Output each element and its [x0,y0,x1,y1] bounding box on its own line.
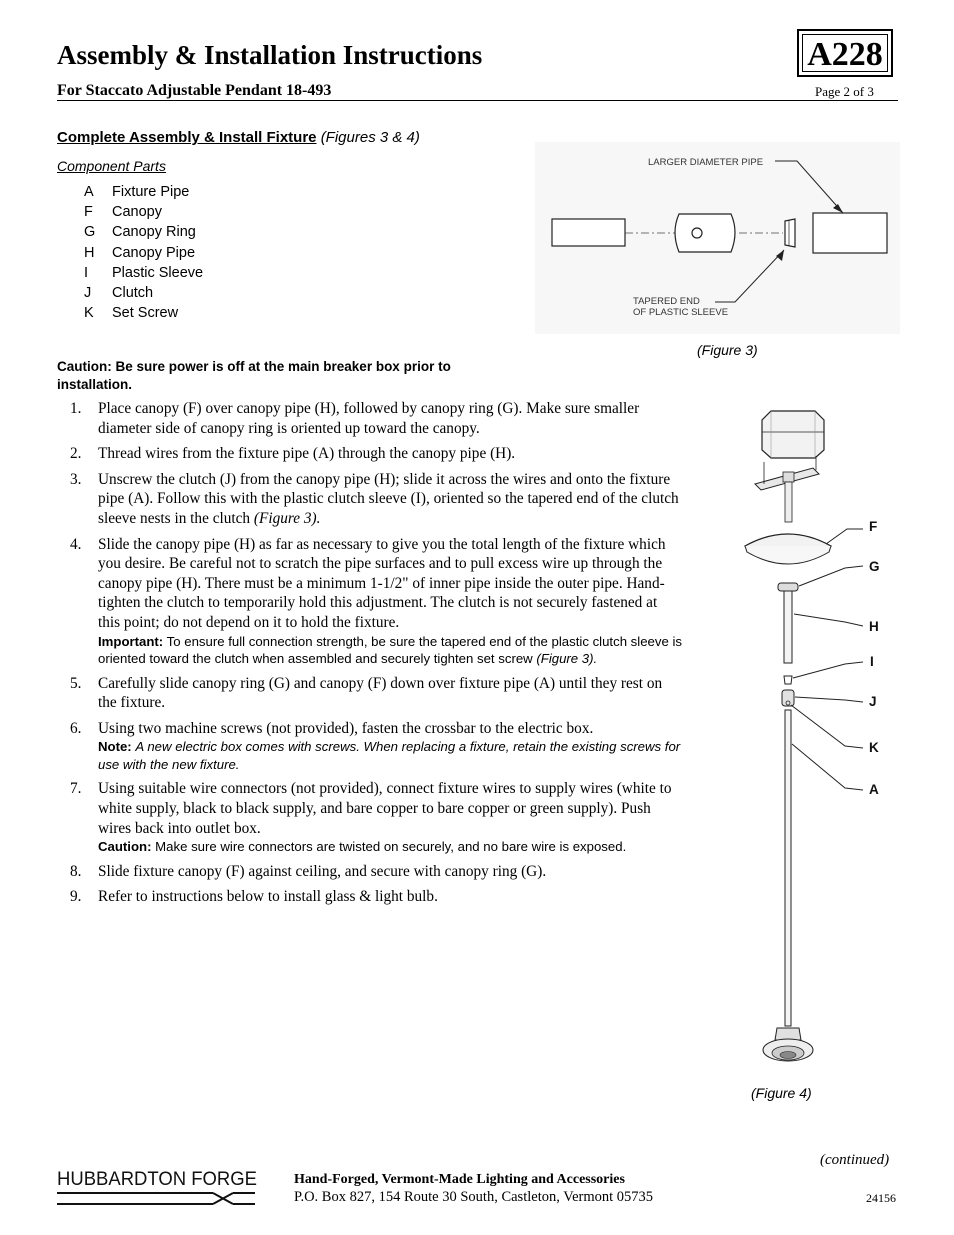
instruction-step [57,719,682,774]
header-divider [57,100,898,101]
canopy-ring-shape [778,583,798,591]
larger-pipe-shape [813,213,887,253]
part-item [84,303,203,323]
part-name: Canopy [112,204,162,221]
instruction-step [57,674,682,713]
label-tapered-end-1: TAPERED END [633,296,700,307]
bulb-base [780,1052,796,1059]
part-name: Canopy Pipe [112,244,196,261]
step-number: 6. [70,719,82,737]
step-text: Thread wires from the fixture pipe (A) through the canopy pipe (H). [98,445,516,463]
part-item [84,263,203,283]
part-name: Plastic Sleeve [112,264,204,281]
part-name: Clutch [112,284,154,301]
step-number: 8. [70,862,82,880]
document-subtitle: For Staccato Adjustable Pendant 18-493 [57,82,332,99]
sleeve-shape [784,676,792,684]
document-number: 24156 [866,1191,896,1205]
clutch-shape-fig4 [782,690,794,706]
step-note-label: Important: [98,633,164,649]
step-number: 3. [70,470,82,488]
step-note [98,838,682,856]
step-note-text: To ensure full connection strength, be sure the tapered end of the plastic clutch sleeve is oriented toward the clutch when assembled and securely tighten set screw [98,633,682,667]
instruction-steps [57,399,682,913]
step-note [98,738,682,773]
logo-wordmark: HUBBARDTON FORGE [57,1169,257,1190]
figure-3-diagram [535,142,900,334]
step-text: Carefully slide canopy ring (G) and canopy (F) down over fixture pipe (A) until they rest on the fixture. [98,674,663,712]
step-number: 7. [70,780,82,798]
instruction-step [57,862,682,882]
part-item [84,182,203,202]
figure-4-diagram [735,400,895,1080]
label-f: F [869,519,878,534]
instruction-step [57,444,682,464]
figure-4-leaders [791,529,863,790]
electric-box-shape [762,411,824,458]
part-letter: J [84,284,92,301]
part-item [84,222,203,242]
part-name: Canopy Ring [112,224,196,241]
instruction-step [57,399,682,438]
step-number: 2. [70,445,82,463]
section-figures-ref: (Figures 3 & 4) [320,129,420,146]
part-letter: I [84,264,89,281]
leader-i [793,662,863,678]
part-letter: A [84,184,94,200]
label-h: H [869,619,879,634]
document-code: A228 [802,34,888,72]
instruction-step [57,887,682,907]
step-number: 5. [70,674,82,692]
instruction-step [57,535,682,668]
canopy-rim [745,546,831,564]
instruction-step [57,779,682,855]
step-note [98,633,682,668]
label-a: A [869,782,879,797]
part-name: Set Screw [112,305,179,322]
label-tapered-end-2: OF PLASTIC SLEEVE [633,307,729,318]
label-k: K [869,740,879,755]
footer-address: P.O. Box 827, 154 Route 30 South, Castleton, Vermont 05735 [294,1189,654,1205]
part-item [84,202,203,222]
label-i: I [870,654,874,669]
step-body [98,779,682,838]
figure-4-caption: (Figure 4) [751,1085,812,1101]
part-letter: F [84,204,93,221]
clutch-shape [675,214,735,252]
step-note-label: Note: [98,739,132,755]
step-body [98,399,682,438]
nipple-shape [783,472,794,482]
step-text: Unscrew the clutch (J) from the canopy pipe (H); slide it across the wires and onto the fixture pipe (A). Follow this with the plastic clutch sleeve (I), oriented so the tapered end of the clutch sleeve nests in the clutch [98,470,679,527]
step-body [98,444,682,464]
step-body [98,887,682,907]
caution-power-warning: Caution: Be sure power is off at the main breaker box prior to installation. [57,359,451,392]
step-text: Slide the canopy pipe (H) as far as necessary to give you the total length of the fixture which you desire. Be careful not to scratch the pipe surfaces and to pull excess wire up through the canopy pipe (H). There must be a minimum 1-1/2" of inner pipe inside the outer pipe. Hand-tighten the clutch to temporarily hold this adjustment. The clutch is not securely fastened at this point; do not depend on it to hold the fixture. [98,535,666,631]
step-number: 9. [70,888,82,906]
leader-f [826,529,863,544]
parts-list [84,182,203,323]
plastic-sleeve-shape [785,219,795,247]
instruction-step [57,470,682,529]
document-title: Assembly & Installation Instructions [57,40,483,70]
footer-tagline: Hand-Forged, Vermont-Made Lighting and Accessories [294,1172,625,1187]
step-text: Place canopy (F) over canopy pipe (H), followed by canopy ring (G). Make sure smaller diameter side of canopy ring is oriented up toward the canopy. [98,400,640,437]
leader-g [799,566,863,586]
step-number: 4. [70,535,82,553]
canopy-pipe-shape [784,591,792,663]
part-item [84,243,203,263]
part-name: Fixture Pipe [112,184,190,200]
step-body [98,674,682,713]
step-body [98,535,682,633]
leader-a [792,744,863,790]
step-body [98,862,682,882]
step-body [98,719,682,739]
hubbardton-forge-logo [57,1165,262,1211]
part-letter: H [84,244,95,261]
leader-k [791,705,863,748]
label-g: G [869,559,880,574]
leader-h [794,614,863,626]
fixture-pipe-shape [552,219,625,246]
label-j: J [869,694,877,709]
section-heading [57,129,420,146]
document-code-box [797,29,893,77]
part-letter: G [84,224,96,241]
step-text: Using two machine screws (not provided), fasten the crossbar to the electric box. [98,719,594,737]
part-letter: K [84,305,94,322]
step-figure-ref: (Figure 3). [253,509,321,527]
leader-j [795,697,863,702]
parts-heading: Component Parts [57,158,166,174]
step-number: 1. [70,400,82,417]
section-title: Complete Assembly & Install Fixture [57,129,317,146]
step-note-figure-ref: (Figure 3). [536,651,598,667]
threaded-rod [785,482,792,522]
step-text: Using suitable wire connectors (not provided), connect fixture wires to supply wires (white to white supply, black to black supply, and bare copper to bare copper or green supply). Push wires back into outlet box. [98,780,672,837]
figure-3-caption: (Figure 3) [697,342,758,358]
step-text: Refer to instructions below to install glass & light bulb. [98,888,438,906]
label-larger-diameter-pipe: LARGER DIAMETER PIPE [648,157,764,168]
fixture-pipe-shape-fig4 [785,710,791,1026]
step-text: Slide fixture canopy (F) against ceiling, and secure with canopy ring (G). [98,862,547,880]
step-body [98,470,682,529]
part-item [84,283,203,303]
continued-note: (continued) [820,1152,890,1168]
step-note-label: Caution: [98,839,152,855]
step-note-text: A new electric box comes with screws. When replacing a fixture, retain the existing screws for use with the new fixture. [98,739,681,772]
step-note-text: Make sure wire connectors are twisted on securely, and no bare wire is exposed. [155,839,627,855]
page-number: Page 2 of 3 [815,84,874,99]
logo-crossed-bars [213,1193,255,1204]
socket-cup [775,1028,801,1040]
